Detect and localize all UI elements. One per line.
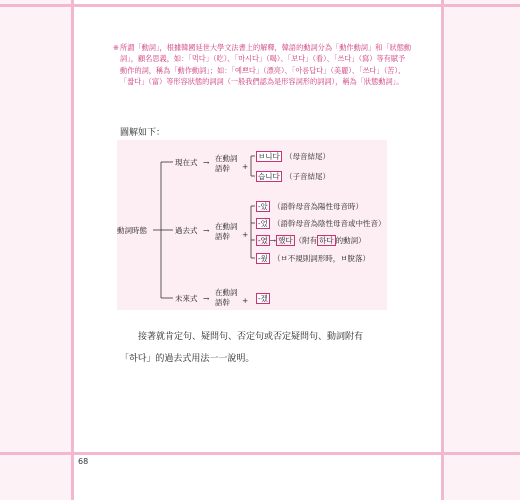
past-hada-row: [256, 236, 366, 245]
past-ending-irregular-note: （ㅂ不規則詞形時，ㅂ脫落）: [273, 254, 370, 263]
right-margin-strip: [444, 0, 520, 500]
past-ending-positive-box: -았: [258, 202, 268, 211]
note-star-mark: ※: [113, 43, 120, 52]
left-margin-strip: [0, 0, 71, 500]
future-stem-line1: 在動詞: [215, 288, 238, 297]
past-hada-haetda-box: 했다: [278, 236, 293, 245]
present-ending-consonant-note: （子音結尾）: [285, 172, 330, 181]
paragraph-line-2: 「하다」的過去式用法一一說明。: [120, 354, 255, 364]
paragraph-line-1: 接著就肯定句、疑問句、否定句或否定疑問句、動詞附有: [138, 332, 364, 342]
future-stem-line2: 語幹: [215, 298, 230, 307]
past-plus: +: [242, 230, 249, 239]
present-arrow: →: [203, 158, 210, 167]
past-arrow: →: [203, 226, 210, 235]
present-ending-vowel-note: （母音結尾）: [285, 152, 330, 161]
diagram-heading: 圖解如下：: [120, 128, 166, 138]
past-ending-irregular-box: -웠: [258, 254, 268, 263]
past-ending-negative-box: -었: [258, 219, 268, 228]
footnote-verb-definition: [113, 42, 412, 88]
past-hada-note-post: 的動詞）: [335, 236, 366, 245]
future-ending-box: -겠: [258, 294, 268, 303]
future-plus: +: [242, 296, 249, 305]
present-stem-line1: 在動詞: [215, 154, 238, 163]
past-tense-label: 過去式: [175, 226, 198, 235]
past-hada-note-pre: （附有: [294, 236, 318, 245]
present-ending-consonant-box: 습니다: [258, 172, 280, 181]
page-number: 68: [78, 457, 89, 466]
future-arrow: →: [203, 294, 210, 303]
past-hada-yeot-box: -였: [258, 236, 268, 245]
past-ending-negative-note: （語幹母音為陰性母音或中性音）: [273, 219, 386, 228]
verb-tense-diagram: [117, 140, 387, 310]
root-label-verb-tense: 動詞時態: [117, 226, 147, 235]
past-hada-arrow: →: [269, 236, 277, 245]
frame-left-border: [71, 0, 74, 500]
past-stem-line1: 在動詞: [215, 222, 238, 231]
past-stem-line2: 語幹: [215, 232, 230, 241]
present-ending-vowel-box: ㅂ니다: [258, 152, 280, 161]
past-ending-positive-note: （語幹母音為陽性母音時）: [273, 202, 363, 211]
present-plus: +: [242, 162, 249, 171]
note-text: 所謂「動詞」，根據韓國延世大學文法書上的解釋，韓語的動詞分為「動作動詞」和「狀態動詞」，顧名思義，如：「먹다」（吃）、「마시다」（喝）、「보다」（看）、「쓰다」（寫）等有賦予動作的詞，稱為「動作動詞」；如：「예쁘다」（漂亮）、「아름답다」（美麗）、「쓰다」（苦）、「짧다」（富）等形容狀態的詞詞（一般我們認為是形容詞形的詞詞），稱為「狀態動詞」。: [120, 43, 412, 87]
frame-bottom-border: [0, 452, 520, 455]
explanation-paragraph: [120, 326, 412, 370]
past-hada-note-box: 하다: [319, 236, 334, 245]
future-tense-label: 未來式: [175, 294, 198, 303]
present-tense-label: 現在式: [175, 158, 198, 167]
frame-right-border: [441, 0, 444, 500]
frame-top-border: [0, 4, 520, 7]
present-stem-line2: 語幹: [215, 164, 230, 173]
